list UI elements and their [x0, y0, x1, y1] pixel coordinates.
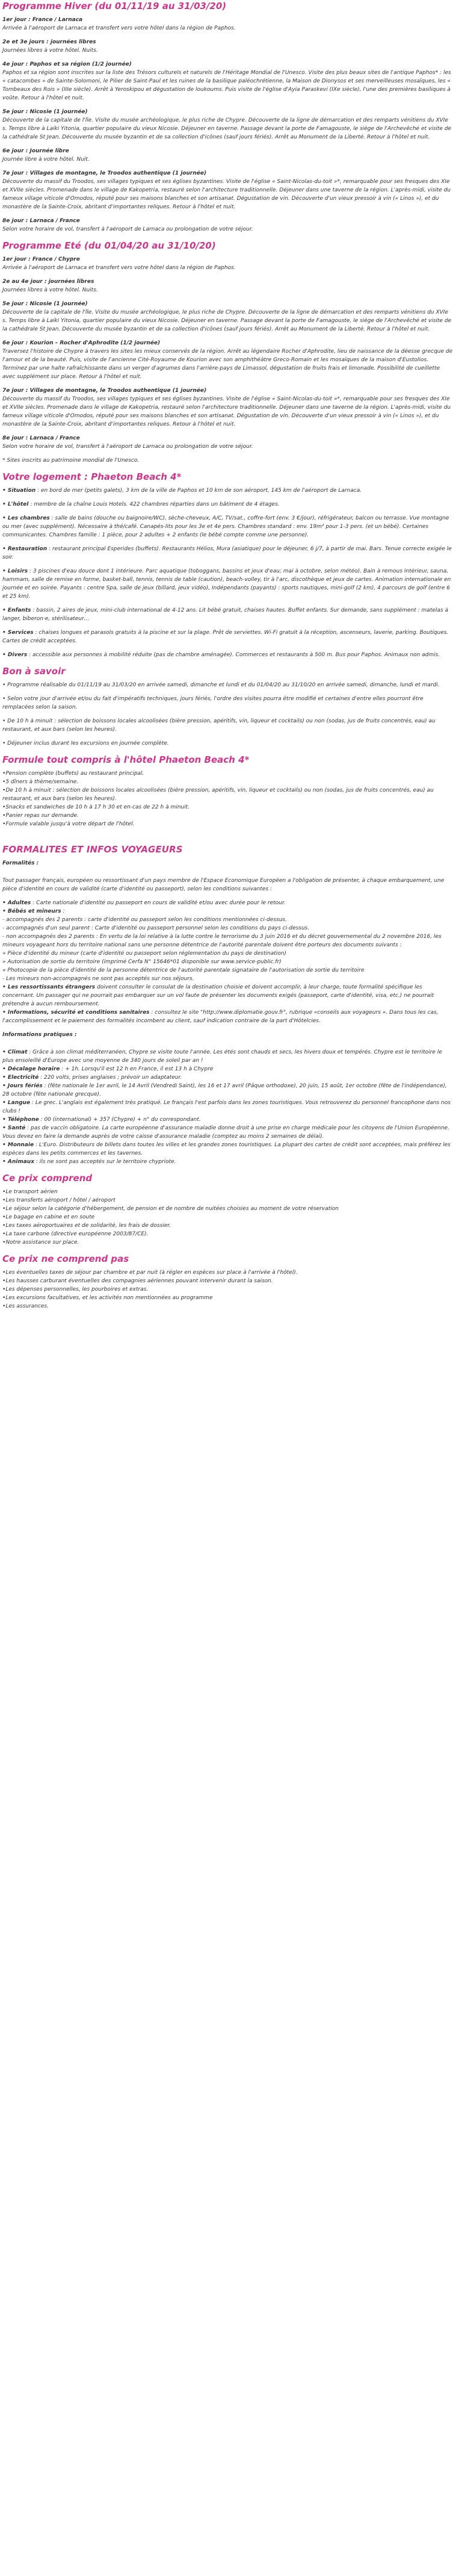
program-day: [2, 169, 454, 211]
good-to-know-item: • Déjeuner inclus durant les excursions en journée complète.: [2, 740, 169, 746]
program-day: [2, 300, 454, 334]
excluded-item: • Les excursions facultatives, et les activités non mentionnées au programme: [2, 1294, 454, 1302]
practical-label: • Monnaie: [2, 1142, 34, 1148]
hotel-item-text: : chaises longues et parasols gratuits à la piscine et sur la plage. Prêt de serviettes. Wi-Fi gratuit à la réception, ascenseurs, laverie, parking. Boutiques. Cartes de crédit acceptées.: [2, 630, 449, 644]
formality-line: [2, 958, 454, 966]
hotel-item-text: : salle de bains (douche ou baignoire/WC), sèche-cheveux, A/C, TV/sat., coffre-fort (env. 3 €/jour), réfrigérateur, balcon ou terrasse. Vue montagne ou mer (avec supplément). Nécessaire à thé/café. Canapés-lits pour les 3e et 4e pers. Chambres standard : env. 19m² pour 1-3 pers. (et un bébé). Certaines communicantes. Chambres famille : 1 pièce, pour 2 adultes + 2 enfants (le bébé compte comme une personne).: [2, 515, 449, 538]
excluded-item: • Les hausses carburant éventuelles des compagnies aériennes pouvant intervenir durant la saison.: [2, 1277, 454, 1285]
practical-line: [2, 1124, 454, 1141]
formality-line: [2, 949, 454, 958]
formality-label: • Adultes: [2, 900, 31, 906]
formula-item: • Snacks et sandwiches de 10 h à 17 h 30 et en-cas de 22 h à minuit.: [2, 803, 454, 812]
hotel-item-text: : bassin, 2 aires de jeux, mini-club international de 4-12 ans. Lit bébé gratuit, chaises hautes. Buffet enfants. Sur demande, sans supplément : matelas à langer, biberon·e, stérilisateur…: [2, 607, 448, 622]
hotel-item: [2, 651, 454, 659]
hotel-item: [2, 567, 454, 601]
hotel-item-text: : 3 piscines d'eau douce dont 1 intérieure. Parc aquatique (toboggans, bassins et jeux d'eau; mai à octobre, selon météo). Bain à remous intérieur, sauna, hammam, salle de remise en forme, basket-ball, tennis, tennis de table (caution), beach-volley, tir à l'arc, discothèque et jeux de cartes. Animation internationale en journée et en soirée. Payants : centre Spa, salle de jeux (billard, jeux vidéo), Indépendants (payants) : sports nautiques, mini-golf (2 km), 4 parcours de golf (entre 6 et 25 km).: [2, 568, 451, 600]
formula-item: • De 10 h à minuit : sélection de boissons locales alcoolisées (bière pression, apéritifs, vin, liqueur et cocktails) ou non (sodas, jus de fruits concentrés, eau) au restaurant, et aux bars (selon les heures).: [2, 786, 454, 803]
excluded-item: • Les dépenses personnelles, les pourboires et extras.: [2, 1285, 454, 1294]
day-text: Arrivée à l'aéroport de Larnaca et transfert vers votre hôtel dans la région de Paphos.: [2, 265, 236, 271]
formality-line: [2, 907, 454, 916]
day-text: Découverte du massif du Troodos, ses villages typiques et ses églises byzantines. Visite de l'église « Saint-Nicolas-du-toit »*, remarquable pour ses fresques des XIe et XVIIe siècles. Promenade dans le village de Kakopetria, restauré selon l'architecture traditionnelle. Déjeuner dans une taverne de la région. L'après-midi, visite du fameux village viticole d'Omodos, réputé pour ses maisons blanches et son artisanat. Dégustation de vin. Découverte d'un vieux pressoir à vin (« Linos »), et du monastère de la Sainte-Croix, abritant d'importantes reliques. Retour à l'hôtel et nuit.: [2, 179, 451, 210]
included-item: • Le séjour selon la catégorie d'hébergement, de pension et de nombre de nuitées choisies au moment de votre réservation: [2, 1205, 454, 1213]
practical-text: : + 1h. Lorsqu'il est 12 h en France, il est 13 h à Chypre: [60, 1066, 214, 1072]
formality-label: • Informations, sécurité et conditions sanitaires: [2, 1010, 150, 1016]
practical-text: : Le grec. L'anglais est également très pratiqué. Le français l'est parfois dans les zones touristiques. Vous retrouverez du personnel francophone dans nos clubs !: [2, 1100, 451, 1114]
formalities-intro: Tout passager français, européen ou ressortissant d'un pays membre de l'Espace Economique Européen a l'obligation de présenter, à chaque embarquement, une pièce d'identité en cours de validité (carte d'identité ou passeport), selon les conditions suivantes :: [2, 878, 445, 892]
included-item: • La taxe carbone (directive européenne 2003/87/CE).: [2, 1230, 454, 1238]
practical-text: : pas de vaccin obligatoire. La carte européenne d'assurance maladie donne droit à une prise en charge médicale pour les citoyens de l'Union Européenne. Vous devez en faire la demande auprès de votre caisse d'assurance maladie (comptez au moins 2 semaines de délai).: [2, 1125, 449, 1140]
practical-label: • Jours fériés: [2, 1083, 43, 1089]
good-to-know-item: • Selon votre jour d'arrivée et/ou du fait d'impératifs techniques, jours fériés, l'ordre des visites pourra être modifié et certaines d'entre elles pourront être remplacées selon la saison.: [2, 696, 424, 710]
practical-label: • Animaux: [2, 1159, 35, 1165]
hotel-item-text: : en bord de mer (petits galets), 3 km de la ville de Paphos et 10 km de son aéroport, 145 km de l'aéroport de Larnaca.: [35, 488, 362, 494]
practical-line: [2, 1158, 454, 1166]
formula-list: [2, 769, 454, 828]
program-day: [2, 255, 454, 272]
day-title: 8e jour : Larnaca / France: [2, 218, 80, 224]
hotel-item: [2, 606, 454, 623]
practical-text: : L'Euro. Distributeurs de billets dans toutes les villes et les grandes zones touristiques. La plupart des cartes de crédit sont acceptées, mais préférez les espèces dans les petits commerces et les tavernes.: [2, 1142, 451, 1156]
practical-line: [2, 1141, 454, 1158]
formality-text: doivent consulter le consulat de la destination choisie et doivent accomplir, à leur charge, toute formalité spécifique les concernant. Un passager qui ne pourrait pas embarquer sur un vol faute de présenter les documents exigés (passeport, carte d'identité, visa, etc.) ne pourrait prétendre à aucun remboursement.: [2, 984, 434, 1007]
included-item: • Les taxes aéroportuaires et de solidarité, les frais de dossier.: [2, 1221, 454, 1230]
hotel-details: [2, 486, 454, 659]
formality-text: » Pièce d'identité du mineur (carte d'identité ou passeport selon réglementation du pays de destination): [2, 951, 286, 957]
practical-label: • Climat: [2, 1049, 28, 1055]
hotel-item: [2, 486, 454, 495]
program-day: [2, 339, 454, 381]
hotel-title: Votre logement : Phaeton Beach 4*: [2, 471, 182, 482]
formalities-list: [2, 899, 454, 1025]
included-list: [2, 1188, 454, 1247]
practical-line: [2, 1048, 454, 1065]
excluded-item: • Les assurances.: [2, 1302, 454, 1311]
practical-text: : ils ne sont pas acceptés sur le territoire chypriote.: [34, 1159, 176, 1165]
hotel-item-text: : accessible aux personnes à mobilité réduite (pas de chambre aménagée). Commerces et restaurants à 500 m. Bus pour Paphos. Animaux non admis.: [27, 652, 440, 658]
program-day: [2, 16, 454, 33]
formality-line: [2, 983, 454, 1008]
program-day: [2, 217, 454, 234]
formula-item: • Panier repas sur demande.: [2, 812, 454, 820]
hotel-item-label: • L'hôtel: [2, 501, 29, 507]
formality-text: :: [61, 908, 65, 914]
good-to-know-item: • De 10 h à minuit : sélection de boissons locales alcoolisées (bière pression, apéritifs, vin, liqueur et cocktails) ou non (sodas, jus de fruits concentrés, eau) au restaurant, et aux bars (selon les heures).: [2, 718, 436, 733]
unesco-footnote: * Sites inscrits au patrimoine mondial de l'Unesco.: [2, 458, 140, 464]
day-title: 1er jour : France / Larnaca: [2, 17, 83, 23]
formality-line: [2, 1008, 454, 1025]
hotel-item-label: • Loisirs: [2, 568, 28, 574]
formality-line: [2, 916, 454, 924]
formality-label: • Les ressortissants étrangers: [2, 984, 96, 990]
day-text: Découverte de la capitale de l'île. Visite du musée archéologique, le plus riche de Chypre. Découverte de la ligne de démarcation et des remparts vénitiens du XVIe s. Temps libre à Laiki Yitonia, quartier populaire du vieux Nicosie. Déjeuner en taverne. Passage devant la porte de Famagouste, le siège de l'Archevêché et visite de la cathédrale St Jean. Découverte du musée byzantin et de sa collection d'icônes (sauf jours fériés). Arrêt au Monument de la Liberté. Retour à l'hôtel et nuit.: [2, 117, 452, 140]
excluded-title: Ce prix ne comprend pas: [2, 1253, 129, 1264]
practical-info-list: [2, 1048, 454, 1166]
program-day: [2, 386, 454, 429]
day-text: Découverte du massif du Troodos, ses villages typiques et ses églises byzantines. Visite de l'église « Saint-Nicolas-du-toit »*, remarquable pour ses fresques des XIe et XVIIe siècles. Promenade dans le village de Kakopetria, restauré selon l'architecture traditionnelle. Déjeuner dans une taverne de la région. L'après-midi, visite du fameux village viticole d'Omodos, réputé pour ses maisons blanches et son artisanat. Dégustation de vin. Découverte d'un vieux pressoir à vin (« Linos »), et du monastère de la Sainte-Croix, abritant d'importantes reliques. Retour à l'hôtel et nuit.: [2, 396, 451, 427]
program-day: [2, 38, 454, 55]
day-title: 7e jour : Villages de montagne, le Troodos authentique (1 journée): [2, 388, 207, 394]
formality-text: - Les mineurs non-accompagnés ne sont pas acceptés sur nos séjours.: [2, 976, 194, 982]
day-title: 6e jour : Kourion – Rocher d'Aphrodite (1/2 journée): [2, 340, 161, 346]
formality-text: : consultez le site "http://www.diplomatie.gouv.fr", rubrique «conseils aux voyageurs ». Dans tous les cas, l'accomplissement et le paiement des formalités incombent au client, sauf indication contraire de la part d'Hôtelcies.: [2, 1010, 439, 1024]
program-day: [2, 108, 454, 141]
practical-line: [2, 1073, 454, 1082]
day-title: 5e jour : Nicosie (1 journée): [2, 109, 88, 115]
good-to-know-item: • Programme réalisable du 01/11/19 au 31/03/20 en arrivée samedi, dimanche et lundi et du 01/04/20 au 31/10/20 en arrivée samedi, dimanche, lundi et mardi.: [2, 682, 440, 688]
day-title: 6e jour : Journée libre: [2, 148, 69, 154]
practical-line: [2, 1082, 454, 1099]
summer-program-title: Programme Eté (du 01/04/20 au 31/10/20): [2, 240, 216, 251]
hotel-item-label: • Divers: [2, 652, 28, 658]
program-day: [2, 278, 454, 294]
formality-line: [2, 975, 454, 983]
day-text: Paphos et sa région sont inscrites sur la liste des Trésors culturels et naturels de l'Héritage Mondial de l'Unesco. Visite des plus beaux sites de l'antique Paphos* : les « catacombes » de Sainte-Solomoni, le Pilier de Saint-Paul et les ruines de la basilique paléochrétienne, la Maison de Dionysos et ses merveilleuses mosaïques, les « Tombeaux des Rois » (IIIe siècle). Arrêt à Yeroskipou et dégustation de loukoums. Puis visite de l'église d'Ayia Paraskevi (IXe siècle), l'une des premières basiliques à voûte. Retour à l'hôtel et nuit.: [2, 70, 451, 101]
included-title: Ce prix comprend: [2, 1173, 93, 1184]
formality-text: - accompagnés des 2 parents : carte d'identité ou passeport selon les conditions mentionnées ci-dessus.: [2, 917, 287, 923]
hotel-item: [2, 514, 454, 539]
day-text: Journée libre à votre hôtel. Nuit.: [2, 157, 90, 163]
practical-text: : (fête nationale le 1er avril, le 14 Avril (Vendredi Saint), les 16 et 17 avril (Pâque orthodoxe), 20 juin, 15 août, 1er octobre (fête de l'indépendance), 28 octobre (fête nationale grecque).: [2, 1083, 447, 1097]
program-day: [2, 60, 454, 102]
formula-title: Formule tout compris à l'hôtel Phaeton Beach 4*: [2, 754, 250, 765]
day-title: 2e et 3e jours : journées libres: [2, 39, 96, 45]
formality-line: [2, 966, 454, 975]
day-text: Journées libres à votre hôtel. Nuits.: [2, 48, 98, 54]
excluded-item: • Les éventuelles taxes de séjour par chambre et par nuit (à régler en espèces sur place à l'arrivée à l'hôtel).: [2, 1268, 454, 1277]
practical-text: : 00 (international) + 357 (Chypre) + n° du correspondant.: [39, 1117, 201, 1123]
formality-line: [2, 899, 454, 907]
good-to-know-list: [2, 681, 454, 748]
formality-text: : Carte nationale d'identité ou passeport en cours de validité et/ou avec durée pour le retour.: [31, 900, 286, 906]
winter-program-title: Programme Hiver (du 01/11/19 au 31/03/20): [2, 1, 227, 11]
formula-item: • 5 dîners à thème/semaine.: [2, 778, 454, 786]
formality-line: [2, 933, 454, 949]
excluded-list: [2, 1268, 454, 1311]
included-item: • Les transferts aéroport / hôtel / aéroport: [2, 1196, 454, 1205]
formula-item: • Formule valable jusqu'à votre départ de l'hôtel.: [2, 820, 454, 828]
included-item: • Notre assistance sur place.: [2, 1238, 454, 1247]
day-text: Arrivée à l'aéroport de Larnaca et transfert vers votre hôtel dans la région de Paphos.: [2, 25, 236, 31]
practical-line: [2, 1065, 454, 1073]
formality-label: • Bébés et mineurs: [2, 908, 61, 914]
practical-text: : 220 volts, prises anglaises ; prévoir un adaptateur.: [39, 1075, 182, 1081]
practical-label: • Santé: [2, 1125, 26, 1131]
formality-text: » Photocopie de la pièce d'identité de la personne détentrice de l'autorité parentale signataire de l'autorisation de sortie du territoire: [2, 967, 365, 973]
hotel-item-text: : restaurant principal Esperides (buffets). Restaurants Hélios, Mura (asiatique) pour le déjeuner, 6 j/7, à partir de mai. Bars. Tenue correcte exigée le soir.: [2, 546, 452, 560]
good-to-know-title: Bon à savoir: [2, 666, 66, 677]
day-text: Découverte de la capitale de l'île. Visite du musée archéologique, le plus riche de Chypre. Découverte de la ligne de démarcation et des remparts vénitiens du XVIe s. Temps libre à Laiki Yitonia, quartier populaire du vieux Nicosie. Déjeuner en taverne. Passage devant la porte de Famagouste, le siège de l'Archevêché et visite de la cathédrale St Jean. Découverte du musée byzantin et de sa collection d'icônes (sauf jours fériés). Arrêt au Monument de la Liberté. Retour à l'hôtel et nuit.: [2, 309, 452, 332]
included-item: • Le bagage en cabine et en soute: [2, 1213, 454, 1221]
hotel-item-text: : membre de la chaîne Louis Hotels. 422 chambres réparties dans un bâtiment de 4 étages.: [28, 501, 280, 507]
day-title: 2e au 4e jour : journées libres: [2, 279, 94, 285]
practical-label: • Electricité: [2, 1075, 39, 1081]
day-text: Journées libres à votre hôtel. Nuits.: [2, 287, 98, 293]
day-title: 7e jour : Villages de montagne, le Troodos authentique (1 journée): [2, 170, 207, 176]
practical-line: [2, 1116, 454, 1124]
formality-text: - non accompagnés des 2 parents : En vertu de la loi relative à la lutte contre le terrorisme du 3 juin 2016 et du décret gouvernemental du 2 novembre 2016, les mineurs voyageant hors du territoire national sans une personne détentrice de l'autorité parentale doivent être porteurs des documents suivants :: [2, 934, 442, 948]
hotel-item: [2, 628, 454, 645]
hotel-item-label: • Enfants: [2, 607, 31, 613]
practical-line: [2, 1099, 454, 1116]
formalities-title: FORMALITES ET INFOS VOYAGEURS: [2, 844, 183, 855]
summer-program-days: [2, 255, 454, 451]
day-text: Selon votre horaire de vol, transfert à l'aéroport de Larnaca ou prolongation de votre séjour.: [2, 444, 253, 450]
program-day: [2, 434, 454, 451]
practical-info-title: Informations pratiques :: [2, 1032, 77, 1038]
winter-program-days: [2, 16, 454, 234]
day-title: 4e jour : Paphos et sa région (1/2 journée): [2, 61, 132, 67]
practical-label: • Décalage horaire: [2, 1066, 60, 1072]
day-title: 8e jour : Larnaca / France: [2, 435, 80, 441]
hotel-item-label: • Services: [2, 630, 34, 636]
formula-item: • Pension complète (buffets) au restaurant principal.: [2, 769, 454, 778]
formality-text: » Autorisation de sortie du territoire (imprimé Cerfa N° 15646*01 disponible sur www.service-public.fr): [2, 959, 282, 965]
hotel-item: [2, 500, 454, 509]
practical-text: : Grâce à son climat méditerranéen, Chypre se visite toute l'année. Les étés sont chauds et secs, les hivers doux et tempérés. Chypre est le territoire le plus ensoleillé d'Europe avec une moyenne de 340 jours de soleil par an !: [2, 1049, 442, 1064]
formalities-subtitle: Formalités :: [2, 860, 39, 866]
included-item: • Le transport aérien: [2, 1188, 454, 1196]
day-title: 1er jour : France / Chypre: [2, 256, 80, 262]
hotel-item-label: • Situation: [2, 488, 36, 494]
practical-label: • Téléphone: [2, 1117, 39, 1123]
practical-label: • Langue: [2, 1100, 31, 1106]
day-text: Selon votre horaire de vol, transfert à l'aéroport de Larnaca ou prolongation de votre séjour.: [2, 226, 253, 232]
hotel-item: [2, 545, 454, 562]
day-text: Traversez l'histoire de Chypre à travers les sites les mieux conservés de la région. Arrêt au légendaire Rocher d'Aphrodite, lieu de naissance de la déesse grecque de l'amour et de la beauté. Puis, visite de l'ancienne Cité-Royaume de Kourion avec son amphithéâtre Greco-Romain et les mosaïques de la maison d'Eustolios. Terminez par une halte rafraîchissante dans un verger d'agrumes dans l'arrière-pays de Limassol, dégustation de fruits frais et limonade. Possibilité de cueillette avec supplément sur place. Retour à l'hôtel et nuit.: [2, 349, 453, 380]
formality-text: - accompagnés d'un seul parent : Carte d'identité ou passeport personnel selon les conditions du pays ci-dessus.: [2, 925, 310, 931]
hotel-item-label: • Restauration: [2, 546, 48, 552]
hotel-item-label: • Les chambres: [2, 515, 50, 521]
day-title: 5e jour : Nicosie (1 journée): [2, 301, 88, 307]
program-day: [2, 147, 454, 164]
formality-line: [2, 924, 454, 933]
